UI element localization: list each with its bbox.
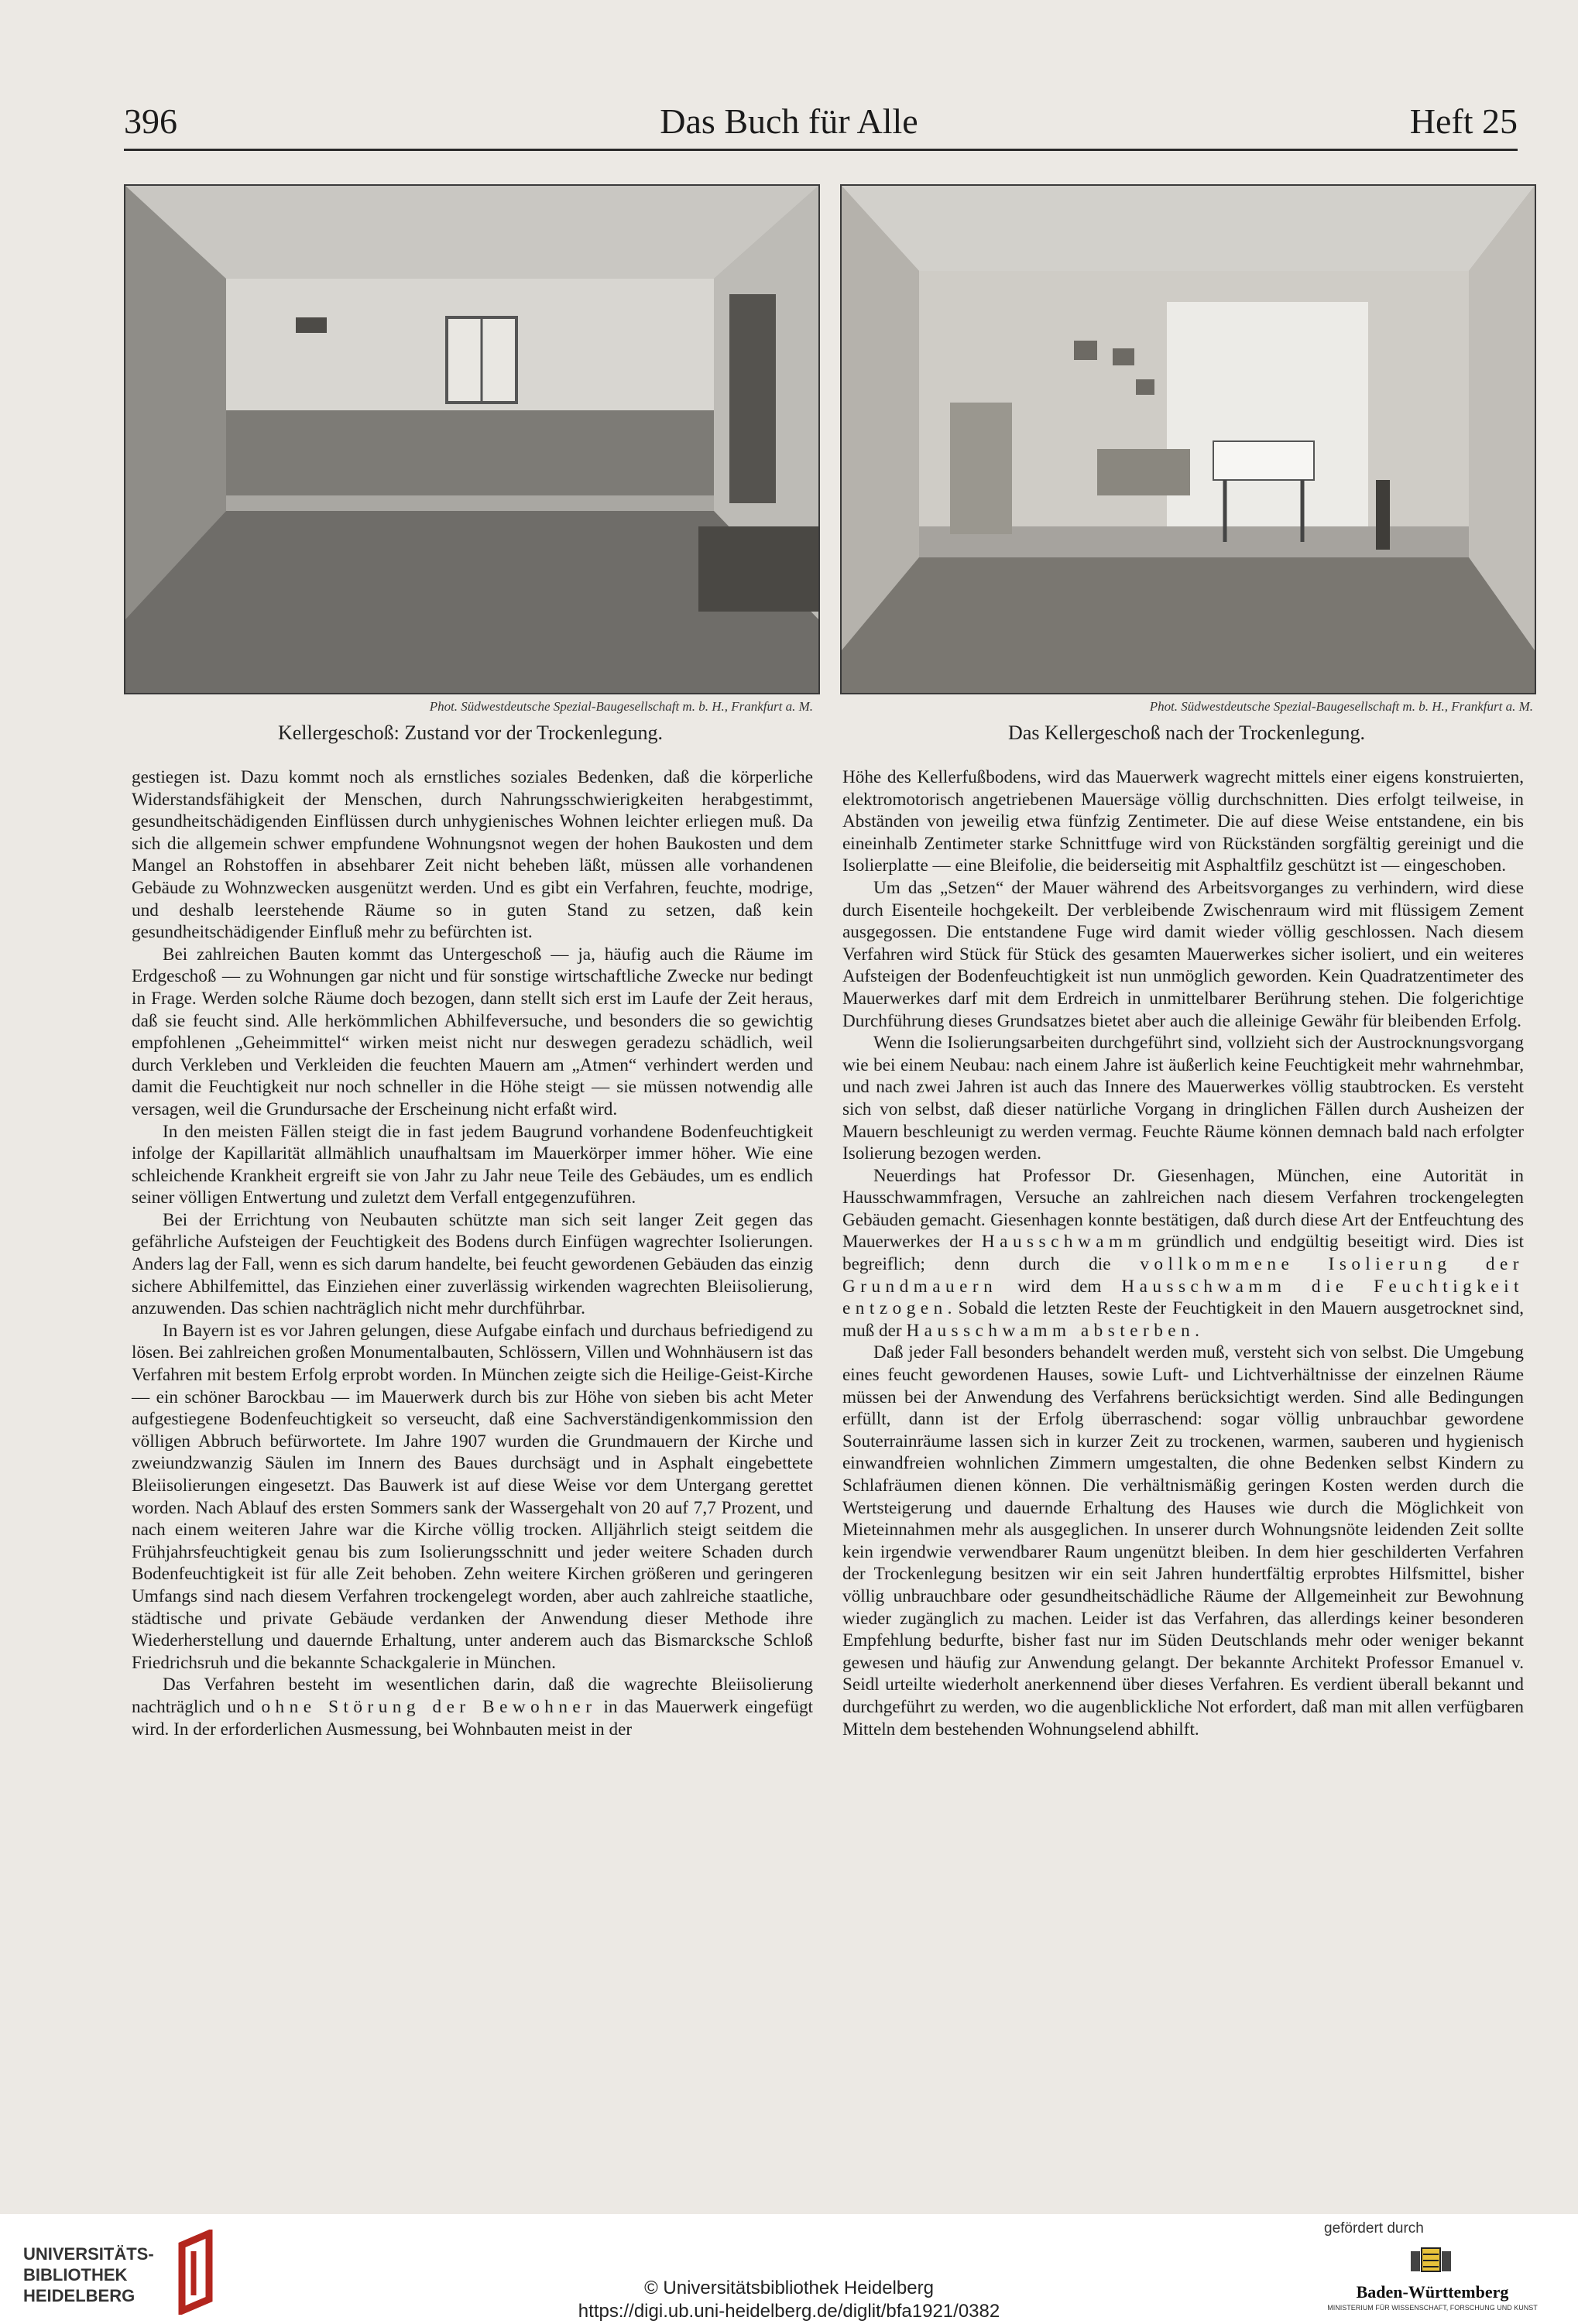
text-run: . Sobald die letzten Reste der Feuchtigkeit in den Mauern ausgetrocknet sind, muß der [842, 1298, 1524, 1341]
library-logo-line: UNIVERSITÄTS- [23, 2244, 154, 2264]
photo-cellar-before [124, 184, 820, 694]
text-column-right [842, 766, 1524, 1740]
paragraph: Bei zahlreichen Bauten kommt das Untergeschoß — ja, häufig auch die Räume im Erdgeschoß — zu Wohnungen gar nicht und für sonstige wirtschaftliche Zwecke nur bedingt in Frage. Werden solche Räume doch bezogen, dann stellt sich erst im Laufe der Zeit heraus, daß sie feucht sind. Alle herkömmlichen Abhilfeversuche, und besonders die so gewichtig empfohlenen „Geheimmittel“ wirken meist nicht nur deswegen geradezu schädlich, weil durch Verkleben und Verkleiden die feuchten Mauern am „Atmen“ verhindert werden und damit die Feuchtigkeit nur noch schneller in die Höhe steigt — sie müssen notwendig alle versagen, weil die Grundursache der Erscheinung nicht erfaßt wird. [132, 944, 813, 1119]
paragraph: Um das „Setzen“ der Mauer während des Arbeitsvorganges zu verhindern, wird diese durch Eisenteile hochgekeilt. Der verbleibende Zwischenraum wird mit flüssigem Zement ausgegossen. Die entstandene Fuge wird damit wieder völlig geschlossen. Nach diesem Verfahren wird Stück für Stück des gesamten Mauerwerkes sicher isoliert, und ein weiteres Aufsteigen der Bodenfeuchtigkeit ist nun unmöglich geworden. Kein Quadratzentimeter des Mauerwerkes darf mit dem Erdreich in unmittelbarer Berührung stehen. Die folgerichtige Durchführung dieses Grundsatzes bietet aber auch die alleinige Gewähr für bleibenden Erfolg. [842, 877, 1524, 1031]
paragraph [842, 1165, 1524, 1342]
library-logo-line: HEIDELBERG [23, 2286, 136, 2305]
paragraph: Wenn die Isolierungsarbeiten durchgeführt sind, vollzieht sich der Austrocknungsvorgang wie bei einem Neubau: nach einem Jahre ist äußerlich keine Feuchtigkeit mehr wahrnehmbar, und nach zwei Jahren ist auch das Innere des Mauerwerkes völlig staubtrocken. Es versteht sich von selbst, daß dieser natürliche Vorgang in dringlichen Fällen durch Ausheizen der Mauern beschleunigt zu werden vermag. Feuchte Räume können demnach bald nach erfolgter Isolierung bezogen werden. [842, 1033, 1524, 1164]
header-rule [124, 149, 1518, 151]
text-run: gründlich und endgültig beseitigt wird. Dies ist begreiflich; denn durch die [842, 1232, 1524, 1275]
funded-by-label: gefördert durch [1324, 2220, 1424, 2237]
paragraph: Bei der Errichtung von Neubauten schützte man sich seit langer Zeit gegen das gefährliche Aufsteigen der Feuchtigkeit des Bodens durch Einfügen wagrechter Isolierungen. Anders lag der Fall, wenn es sich darum handelte, bei feucht gewordenen Gebäuden das einzig sichere Abhilfemittel, das Einziehen einer zuverlässig wirkenden wagrechten Bleiisolierung, anzuwenden. Das schien nachträglich nicht mehr durchführbar. [132, 1209, 813, 1319]
funder-name[interactable]: Baden-Württemberg [1356, 2282, 1509, 2302]
text-run: Neuerdings hat Professor Dr. Giesenhagen, München, eine Autorität in Hausschwammfragen, Versuche an zahlreichen nach diesem Verfahren trockengelegten Gebäuden gemacht. Giesenhagen konnte bestätigen, daß durch diese Art der Entfeuchtung des Mauerwerkes der [842, 1165, 1524, 1253]
coat-of-arms-icon [1408, 2243, 1454, 2281]
figure-caption: Das Kellergeschoß nach der Trockenlegung. [1008, 722, 1365, 744]
paragraph: Höhe des Kellerfußbodens, wird das Mauerwerk wagrecht mittels einer eigens konstruierten, elektromotorisch angetriebenen Mauersäge völlig durchschnitten. Dies erfolgt teilweise, in Abständen von jeweilig etwa fünfzig Zentimeter. Die auf diese Weise entstandene, ein bis eineinhalb Zentimeter starke Schnittfuge wird von Rückständen sorgfältig gereinigt und die Isolierplatte — eine Bleifolie, die beiderseitig mit Asphaltfilz geschützt ist — eingeschoben. [842, 767, 1524, 876]
paragraph [132, 1674, 813, 1740]
spaced-emphasis: vollkommene Isolierung der Grundmauern [842, 1254, 1524, 1297]
permalink-url[interactable]: https://digi.ub.uni-heidelberg.de/diglit/bfa1921/0382 [578, 2301, 1000, 2322]
text-run: in das Mauerwerk eingefügt wird. In der erforderlichen Ausmessung, bei Wohnbauten meist in der [132, 1696, 813, 1740]
text-run: wird dem [997, 1276, 1122, 1297]
funder-ministry: MINISTERIUM FÜR WISSENSCHAFT, FORSCHUNG UND KUNST [1327, 2304, 1538, 2312]
spaced-emphasis: Hausschwamm absterben [906, 1320, 1196, 1341]
copyright-notice: © Universitätsbibliothek Heidelberg [644, 2278, 934, 2298]
text-column-left [132, 766, 813, 1740]
paragraph: In Bayern ist es vor Jahren gelungen, diese Aufgabe einfach und durchaus befriedigend zu lösen. Bei zahlreichen großen Monumentalbauten, Schlössern, Villen und Wohnhäusern ist das Verfahren mit bestem Erfolg erprobt worden. In München zeigte sich die Heilige-Geist-Kirche — ein schöner Barockbau — im Mauerwerk durch bis zur Höhe von sieben bis acht Meter aufgestiegene Bodenfeuchtigkeit so verseucht, daß eine Sachverständigenkommission den völligen Abbruch befürwortete. Im Jahre 1907 wurden die Grundmauern der Kirche und zweiundzwanzig Säulen im Innern des Baues durchsägt und in Asphalt eingebettete Bleiisolierungen eingesetzt. Das Bauwerk ist auf diese Weise vor dem Untergang gerettet worden. Nach Ablauf des ersten Sommers sank der Wassergehalt von 20 auf 7,7 Prozent, und nach einem weiteren Jahre war die Kirche völlig trocken. Alljährlich steigt seitdem die Frühjahrsfeuchtigkeit genau bis zum Isolierungsschnitt und jeder weitere Schaden durch Bodenfeuchtigkeit ist für alle Zeit behoben. Zehn weitere Kirchen größeren und geringeren Umfangs sind nach diesem Verfahren trockengelegt worden, aber auch zahlreiche staatliche, städtische und private Gebäude verdanken der Anwendung dieser Methode ihre Wiederherstellung und dauernde Erhaltung, unter anderem auch das Bismarcksche Schloß Friedrichsruh und die bekannte Schackgalerie in München. [132, 1320, 813, 1673]
library-logo-line: BIBLIOTHEK [23, 2265, 128, 2285]
figure-caption: Kellergeschoß: Zustand vor der Trockenlegung. [277, 722, 664, 744]
paragraph: Daß jeder Fall besonders behandelt werden muß, versteht sich von selbst. Die Umgebung eines feucht gewordenen Hauses, sowie Luft- und Lichtverhältnisse der einzelnen Räume müssen bei der Anwendung des Verfahrens berücksichtigt werden. Sind alle Bedingungen erfüllt, dann ist der Erfolg überraschend: sogar völlig unbrauchbar gewordene Souterrainräume lassen sich in kurzer Zeit zu trockenen, warmen, sauberen und hygienisch einwandfreien wohnlichen Zimmern umgestalten, die ohne Bedenken selbst Kindern zu Schlafräumen dienen können. Die verhältnismäßig geringen Kosten werden durch die Wertsteigerung und dauernde Erhaltung des Hauses wie durch die Möglichkeit von Mieteinnahmen mehr als ausgeglichen. In unserer durch Wohnungsnöte leidenden Zeit sollte kein irgendwie verwendbarer Raum ungenützt bleiben. In dem hier geschilderten Verfahren der Trockenlegung besitzen wir ein seit Jahren hundertfältig erprobtes Hilfsmittel, bisher völlig unbrauchbare oder gesundheitschädliche Räume der Allgemeinheit zur Bewohnung wieder zugänglich zu machen. Leider ist das Verfahren, das allerdings keiner besonderen Empfehlung bedurfte, bisher fast nur im Süden Deutschlands mehr oder weniger bekannt gewesen und häufig zur Anwendung gelangt. Der bekannte Architekt Professor Emanuel v. Seidl urteilte wiederholt anerkennend über dieses Verfahren. Es verdient überall bekannt und durchgeführt zu werden, wo die augenblickliche Not erfordert, daß man mit allen verfügbaren Mitteln dem bestehenden Wohnungselend abhilft. [842, 1342, 1524, 1740]
issue-number: Heft 25 [1409, 101, 1518, 141]
photo-credit: Phot. Südwestdeutsche Spezial-Baugesellschaft m. b. H., Frankfurt a. M. [1149, 699, 1533, 714]
paragraph: In den meisten Fällen steigt die in fast jedem Baugrund vorhandene Bodenfeuchtigkeit infolge der Kapillarität allmählich unaufhaltsam im Mauerkörper immer höher. Wie eine schleichende Krankheit ergreift sie von Jahr zu Jahr neue Teile des Gebäudes, um es endlich seiner völligen Entwertung und zuletzt dem Verfall entgegenzuführen. [132, 1121, 813, 1208]
text-run: Das Verfahren besteht im wesentlichen darin, daß die wagrechte Bleiisolierung nachträglich und [132, 1674, 813, 1717]
spaced-emphasis: ohne Störung der Bewohner [261, 1696, 597, 1717]
spaced-emphasis: Hausschwamm [981, 1232, 1147, 1253]
journal-title: Das Buch für Alle [660, 101, 918, 141]
paragraph: gestiegen ist. Dazu kommt noch als ernstliches soziales Bedenken, daß die körperliche Widerstandsfähigkeit der Menschen, durch Nahrungsschwierigkeiten herabgestimmt, gesundheitschädigenden Einflüssen durch unhygienisches Wohnen leichter erliegen muß. Da sich die allgemein schwer empfundene Wohnungsnot wegen der hohen Baukosten und dem Mangel an Rohstoffen in absehbarer Zeit nicht beheben läßt, müssen alle vorhandenen Gebäude zu Wohnzwecken ausgenützt werden. Und es gibt ein Verfahren, feuchte, modrige, und deshalb leerstehende Räume so in guten Stand zu setzen, daß kein gesundheitschädigender Einfluß mehr zu befürchten ist. [132, 767, 813, 943]
spaced-emphasis: Hausschwamm die Feuchtigkeit entzogen [842, 1276, 1524, 1319]
text-run: . [1195, 1320, 1199, 1341]
photo-credit: Phot. Südwestdeutsche Spezial-Baugesellschaft m. b. H., Frankfurt a. M. [429, 699, 813, 714]
page-number: 396 [124, 101, 177, 141]
photo-cellar-after [840, 184, 1536, 694]
